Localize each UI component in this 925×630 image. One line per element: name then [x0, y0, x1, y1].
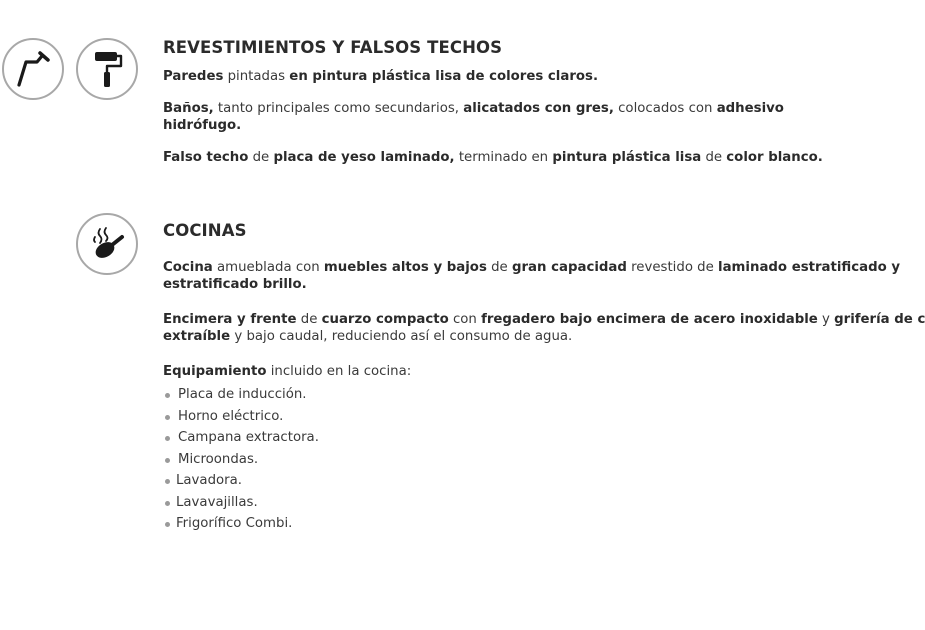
list-item: Lavadora. [163, 470, 863, 492]
list-item: Horno eléctrico. [163, 406, 863, 428]
section-cocinas [163, 221, 925, 535]
list-item: Lavavajillas. [163, 492, 863, 514]
section-title: REVESTIMIENTOS Y FALSOS TECHOS [163, 38, 503, 57]
list-item: Campana extractora. [163, 427, 863, 449]
bullet-icon [165, 522, 170, 527]
paragraph-paredes: Paredes pintadas en pintura plástica lisa de colores claros. [163, 69, 598, 84]
bullet-icon [165, 436, 170, 441]
paragraph-equipamiento: Equipamiento incluido en la cocina: [163, 364, 412, 379]
paint-roller-icon [76, 38, 138, 100]
pipe-icon [2, 38, 64, 100]
list-item: Frigorífico Combi. [163, 513, 863, 535]
list-item: Microondas. [163, 449, 863, 471]
equipment-list [163, 384, 863, 535]
bullet-icon [165, 501, 170, 506]
cooking-pan-icon [76, 213, 138, 275]
list-item: Placa de inducción. [163, 384, 863, 406]
bullet-icon [165, 479, 170, 484]
section-revestimientos [163, 38, 863, 166]
paragraph-falso-techo: Falso techo de placa de yeso laminado, terminado en pintura plástica lisa de color blanco. [163, 150, 823, 165]
section-title: COCINAS [163, 221, 247, 240]
paragraph-encimera: Encimera y frente de cuarzo compacto con fregadero bajo encimera de acero inoxidable y grifería de c extraíble y bajo caudal, reduciendo así el consumo de agua. [163, 312, 925, 344]
bullet-icon [165, 458, 170, 463]
bullet-icon [165, 415, 170, 420]
paragraph-banos: Baños, tanto principales como secundarios, alicatados con gres, colocados con adhesivo hidrófugo. [163, 101, 784, 133]
paragraph-cocina: Cocina amueblada con muebles altos y bajos de gran capacidad revestido de laminado estratificado y estratificado brillo. [163, 260, 901, 292]
bullet-icon [165, 393, 170, 398]
